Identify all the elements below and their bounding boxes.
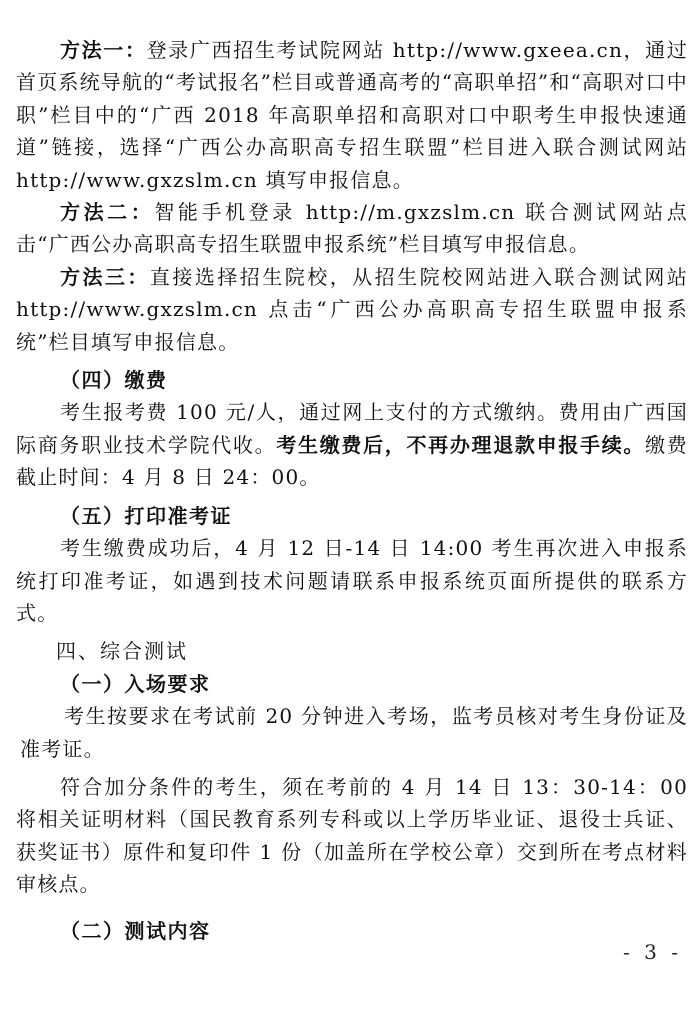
method-1-text: 登录广西招生考试院网站 http://www.gxeea.cn，通过首页系统导航的“考试报名”栏目或普通高考的“高职单招”和“高职对口中职”栏目中的“广西 2018 年高职单招和高职对口中职考生申报快速通道”链接，选择“广西公办高职高专招生联盟”栏目进入联合测试网站 http://www.gxzslm.cn 填写申报信息。	[16, 38, 688, 192]
entry-paragraph-2: 符合加分条件的考生，须在考前的 4 月 14 日 13：30-14：00 将相关证明材料（国民教育系列专科或以上学历毕业证、退役士兵证、获奖证书）原件和复印件 1 份（加盖所在学校公章）交到所在考点材料审核点。	[16, 774, 688, 897]
method-2-label: 方法二：	[60, 200, 155, 225]
page-number: - 3 -	[623, 940, 682, 964]
fee-text-1: 考生报考费 100 元/人，通过网上支付的方式缴纳。费用由广西国际商务职业技术学院代收。	[16, 400, 688, 457]
section-4-heading: 四、综合测试	[56, 639, 188, 664]
method-3-paragraph	[16, 261, 688, 358]
method-1-paragraph	[16, 34, 688, 196]
fee-text-2: 缴费截止时间：4 月 8 日 24：00。	[16, 432, 688, 490]
method-2-paragraph	[16, 196, 688, 261]
fee-heading: （四）缴费	[60, 368, 168, 393]
method-2-text: 智能手机登录 http://m.gxzslm.cn 联合测试网站点击“广西公办高职高专招生联盟申报系统”栏目填写申报信息。	[16, 200, 688, 257]
fee-paragraph	[16, 396, 688, 493]
fee-text-bold: 考生缴费后，不再办理退款申报手续。	[276, 432, 646, 457]
method-3-label: 方法三：	[60, 264, 150, 289]
entry-heading: （一）入场要求	[60, 671, 211, 696]
ticket-heading: （五）打印准考证	[60, 503, 232, 528]
method-1-label: 方法一：	[60, 38, 147, 62]
method-3-text: 直接选择招生院校，从招生院校网站进入联合测试网站 http://www.gxzslm.cn 点击“广西公办高职高专招生联盟申报系统”栏目填写申报信息。	[16, 264, 688, 354]
ticket-paragraph: 考生缴费成功后，4 月 12 日-14 日 14:00 考生再次进入申报系统打印准考证，如遇到技术问题请联系申报系统页面所提供的联系方式。	[16, 536, 688, 625]
content-heading: （二）测试内容	[60, 918, 211, 943]
entry-paragraph-1: 考生按要求在考试前 20 分钟进入考场，监考员核对考生身份证及准考证。	[20, 704, 688, 761]
